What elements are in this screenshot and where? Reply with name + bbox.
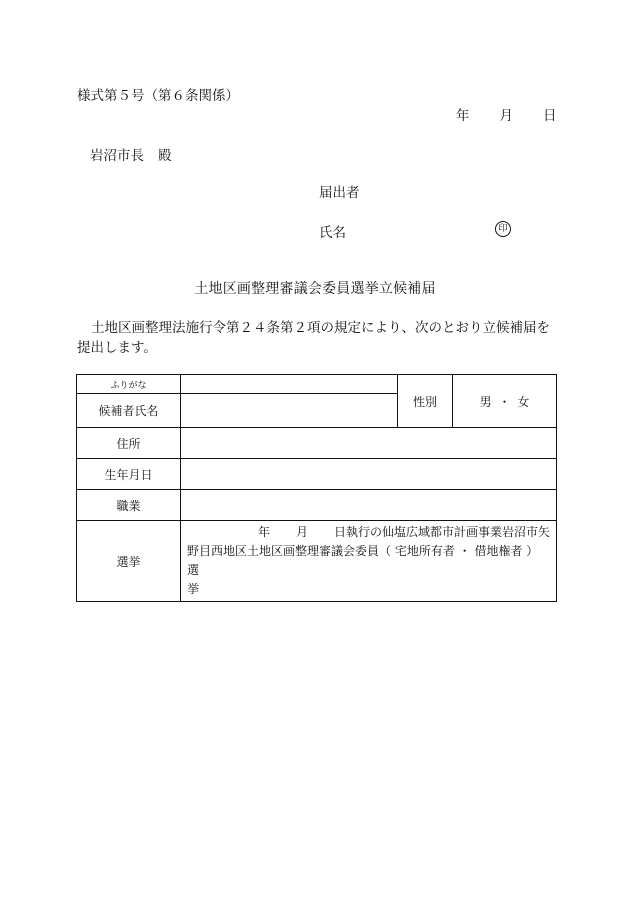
address-label: 住所 (77, 428, 181, 459)
date-line (456, 104, 557, 124)
election-field[interactable] (181, 521, 557, 602)
notifier-name-label: 氏名 (319, 225, 346, 241)
sex-label: 性別 (398, 375, 453, 428)
sex-male-option[interactable]: 男 (479, 394, 492, 409)
candidate-name-field[interactable] (181, 394, 398, 428)
occupation-label: 職業 (77, 490, 181, 521)
furigana-field[interactable] (181, 375, 398, 394)
date-month-label: 月 (499, 108, 513, 124)
furigana-label: ふりがな (77, 375, 181, 394)
address-field[interactable] (181, 428, 557, 459)
birthdate-field[interactable] (181, 459, 557, 490)
election-year: 年 (257, 525, 270, 539)
election-line-3: 挙 (187, 582, 200, 596)
birthdate-label: 生年月日 (77, 459, 181, 490)
addressee (90, 144, 172, 164)
sex-female-option[interactable]: 女 (517, 394, 530, 409)
sex-options[interactable] (453, 375, 557, 428)
body-paragraph: 土地区画整理法施行令第２４条第２項の規定により、次のとおり立候補届を提出します。 (77, 320, 550, 356)
occupation-field[interactable] (181, 490, 557, 521)
date-day-label: 日 (543, 108, 557, 124)
candidate-name-label: 候補者氏名 (77, 394, 181, 428)
form-number: 様式第５号（第６条関係） (77, 88, 239, 104)
date-year-label: 年 (456, 108, 470, 124)
election-line-1-text: 日執行の仙塩広域都市計画事業岩沼市矢 (333, 525, 550, 539)
body-text (77, 318, 557, 358)
election-line-2: 野目西地区土地区画整理審議会委員（ 宅地所有者 ・ 借地権者 ）選 (187, 544, 539, 577)
addressee-name: 岩沼市長 (90, 148, 144, 164)
election-month: 月 (295, 525, 308, 539)
election-label: 選挙 (77, 521, 181, 602)
seal-mark: 印 (495, 221, 511, 237)
election-line-1 (187, 523, 550, 542)
addressee-honorific: 殿 (158, 148, 172, 164)
notifier-label: 届出者 (319, 185, 360, 201)
candidate-form-table (76, 374, 557, 602)
document-title: 土地区画整理審議会委員選挙立候補届 (194, 281, 436, 297)
sex-separator: ・ (498, 394, 511, 409)
